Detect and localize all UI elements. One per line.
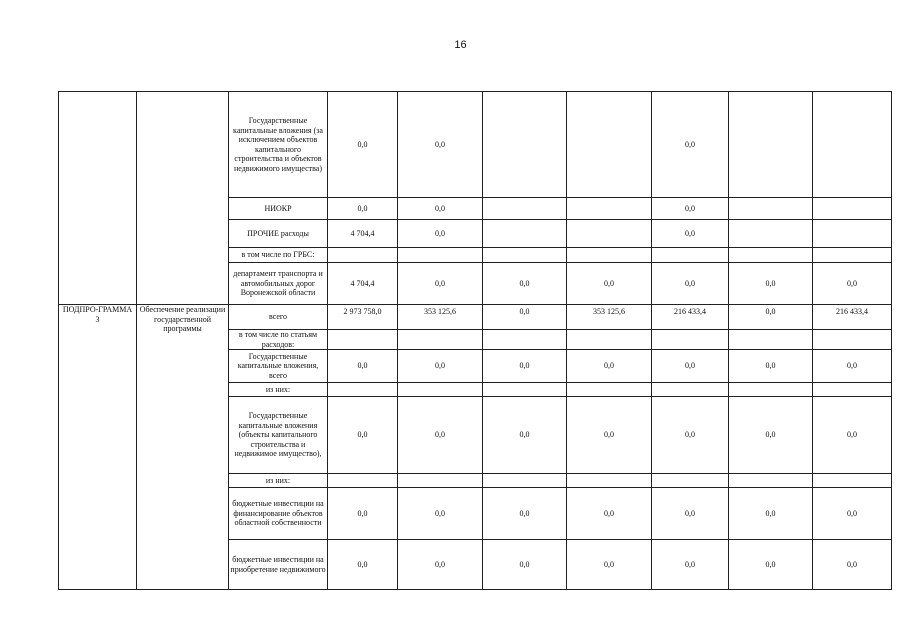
value-cell: 0,0 xyxy=(729,350,813,383)
page-number: 16 xyxy=(454,39,467,51)
value-cell xyxy=(813,220,892,248)
subprogram-code-cell: ПОДПРО-ГРАММА 3 xyxy=(59,305,137,590)
value-cell: 0,0 xyxy=(652,488,729,540)
table-row xyxy=(59,305,892,330)
value-cell xyxy=(398,474,483,488)
expense-label-cell: НИОКР xyxy=(229,198,328,220)
value-cell xyxy=(729,220,813,248)
value-cell xyxy=(483,248,567,263)
value-cell: 4 704,4 xyxy=(328,263,398,305)
value-cell: 0,0 xyxy=(813,397,892,474)
value-cell: 0,0 xyxy=(328,350,398,383)
expense-label-cell: в том числе по ГРБС: xyxy=(229,248,328,263)
value-cell: 0,0 xyxy=(729,263,813,305)
value-cell xyxy=(328,330,398,350)
value-cell xyxy=(813,330,892,350)
value-cell xyxy=(567,383,652,397)
value-cell: 0,0 xyxy=(567,397,652,474)
value-cell: 0,0 xyxy=(729,397,813,474)
value-cell xyxy=(398,248,483,263)
value-cell xyxy=(813,474,892,488)
value-cell: 0,0 xyxy=(398,397,483,474)
value-cell: 0,0 xyxy=(398,488,483,540)
value-cell: 0,0 xyxy=(652,350,729,383)
value-cell xyxy=(813,383,892,397)
expense-label-cell: Государственные капитальные вложения (объекты капитального строительства и недвижимое имущество), xyxy=(229,397,328,474)
value-cell: 2 973 758,0 xyxy=(328,305,398,330)
value-cell xyxy=(729,92,813,198)
value-cell: 0,0 xyxy=(813,488,892,540)
table-row xyxy=(59,92,892,198)
value-cell: 0,0 xyxy=(328,397,398,474)
value-cell: 0,0 xyxy=(652,198,729,220)
value-cell xyxy=(567,248,652,263)
value-cell xyxy=(328,474,398,488)
expense-label-cell: из них: xyxy=(229,383,328,397)
value-cell xyxy=(483,474,567,488)
value-cell xyxy=(483,220,567,248)
value-cell: 0,0 xyxy=(483,488,567,540)
value-cell: 0,0 xyxy=(813,263,892,305)
value-cell xyxy=(729,383,813,397)
value-cell: 0,0 xyxy=(567,540,652,590)
value-cell: 0,0 xyxy=(813,350,892,383)
expense-label-cell: бюджетные инвестиции на приобретение недвижимого xyxy=(229,540,328,590)
value-cell xyxy=(483,92,567,198)
value-cell: 0,0 xyxy=(398,350,483,383)
value-cell xyxy=(813,248,892,263)
value-cell: 0,0 xyxy=(398,92,483,198)
value-cell xyxy=(729,330,813,350)
value-cell: 0,0 xyxy=(398,263,483,305)
value-cell xyxy=(567,92,652,198)
value-cell xyxy=(328,248,398,263)
expense-label-cell: из них: xyxy=(229,474,328,488)
expense-label-cell: бюджетные инвестиции на финансирование объектов областной собственности xyxy=(229,488,328,540)
value-cell: 0,0 xyxy=(328,488,398,540)
value-cell: 0,0 xyxy=(567,263,652,305)
value-cell: 0,0 xyxy=(398,198,483,220)
value-cell xyxy=(483,330,567,350)
value-cell xyxy=(729,248,813,263)
value-cell: 0,0 xyxy=(483,540,567,590)
value-cell xyxy=(328,383,398,397)
value-cell: 0,0 xyxy=(328,198,398,220)
expense-label-cell: Государственные капитальные вложения, всего xyxy=(229,350,328,383)
value-cell: 0,0 xyxy=(652,263,729,305)
subprogram-code-cell xyxy=(59,92,137,305)
value-cell: 353 125,6 xyxy=(567,305,652,330)
subprogram-name-cell: Обеспечение реализации государственной программы xyxy=(137,305,229,590)
value-cell: 0,0 xyxy=(328,540,398,590)
value-cell: 0,0 xyxy=(483,350,567,383)
value-cell: 0,0 xyxy=(652,397,729,474)
value-cell xyxy=(567,198,652,220)
value-cell xyxy=(813,92,892,198)
value-cell xyxy=(729,474,813,488)
value-cell: 0,0 xyxy=(729,305,813,330)
value-cell: 353 125,6 xyxy=(398,305,483,330)
value-cell: 216 433,4 xyxy=(652,305,729,330)
expense-label-cell: в том числе по статьям расходов: xyxy=(229,330,328,350)
value-cell: 0,0 xyxy=(483,397,567,474)
expense-label-cell: ПРОЧИЕ расходы xyxy=(229,220,328,248)
value-cell xyxy=(398,330,483,350)
value-cell: 0,0 xyxy=(652,540,729,590)
value-cell xyxy=(483,198,567,220)
value-cell: 0,0 xyxy=(729,488,813,540)
value-cell xyxy=(567,330,652,350)
value-cell xyxy=(652,383,729,397)
value-cell xyxy=(813,198,892,220)
value-cell: 0,0 xyxy=(567,488,652,540)
value-cell xyxy=(483,383,567,397)
value-cell: 0,0 xyxy=(398,540,483,590)
value-cell: 0,0 xyxy=(652,92,729,198)
value-cell: 0,0 xyxy=(483,263,567,305)
budget-table xyxy=(58,91,892,590)
value-cell xyxy=(729,198,813,220)
value-cell: 4 704,4 xyxy=(328,220,398,248)
expense-label-cell: всего xyxy=(229,305,328,330)
value-cell xyxy=(398,383,483,397)
value-cell: 0,0 xyxy=(398,220,483,248)
value-cell: 216 433,4 xyxy=(813,305,892,330)
value-cell: 0,0 xyxy=(813,540,892,590)
expense-label-cell: Государственные капитальные вложения (за исключением объектов капитального строительства и объектов недвижимого имущества) xyxy=(229,92,328,198)
value-cell: 0,0 xyxy=(729,540,813,590)
value-cell: 0,0 xyxy=(483,305,567,330)
value-cell xyxy=(567,474,652,488)
value-cell: 0,0 xyxy=(328,92,398,198)
value-cell xyxy=(652,474,729,488)
expense-label-cell: департамент транспорта и автомобильных дорог Воронежской области xyxy=(229,263,328,305)
value-cell xyxy=(567,220,652,248)
value-cell: 0,0 xyxy=(567,350,652,383)
value-cell xyxy=(652,248,729,263)
value-cell xyxy=(652,330,729,350)
value-cell: 0,0 xyxy=(652,220,729,248)
subprogram-name-cell xyxy=(137,92,229,305)
